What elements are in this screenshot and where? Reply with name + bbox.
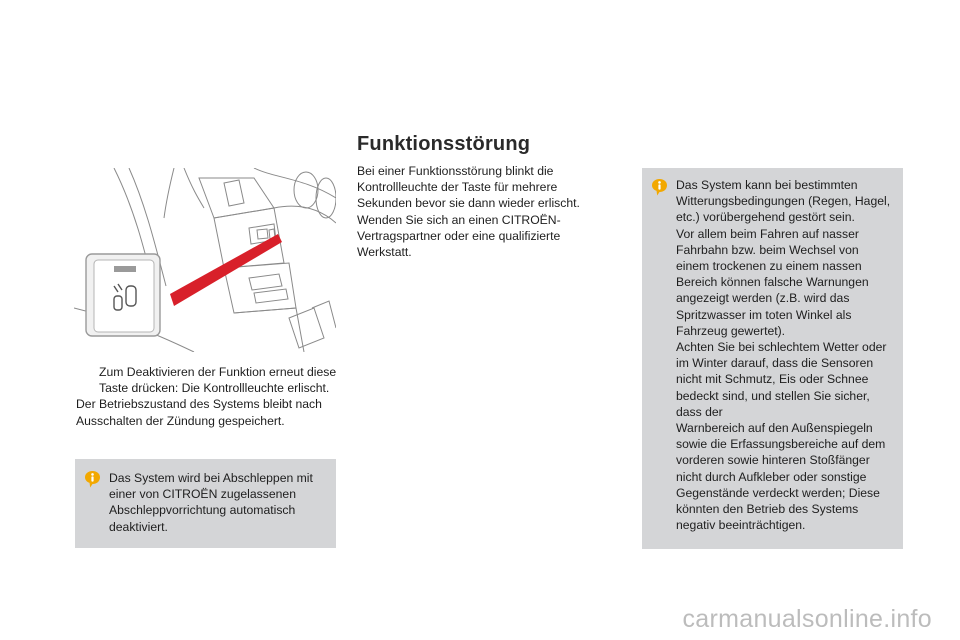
- left-text-block: [76, 364, 338, 429]
- info-paragraph: Das System kann bei bestimmten Witterungsbedingungen (Regen, Hagel, etc.) vorübergehend gestört sein.: [676, 178, 891, 225]
- section-body: Bei einer Funktionsstörung blinkt die Kontrollleuchte der Taste für mehrere Sekunden bevor sie dann wieder erlischt. Wenden Sie sich an einen CITROËN-Vertragspartner oder eine qualifizierte Werkstatt.: [357, 164, 580, 260]
- bullet-item: [76, 364, 338, 396]
- info-paragraph: Vor allem beim Fahren auf nasser Fahrbahn bzw. beim Wechsel von einem trockenen zu einem nassen Bereich können falsche Warnungen angezeigt werden (z.B. wird das Spritzwasser im toten Winkel als Fahrzeug gewertet).: [676, 226, 869, 338]
- section-title: Funktionsstörung: [357, 133, 531, 155]
- status-text: Der Betriebszustand des Systems bleibt nach Ausschalten der Zündung gespeichert.: [76, 397, 322, 428]
- info-icon: [651, 178, 668, 197]
- info-paragraph: Warnbereich auf den Außenspiegeln sowie die Erfassungsbereiche auf dem vorderen sowie hinteren Stoßfänger nicht durch Aufkleber oder sonstige Gegenstände verdeckt werden; Diese könnten den Betrieb des Systems negativ beeinträchtigen.: [676, 421, 886, 533]
- watermark: carmanualsonline.info: [682, 605, 932, 633]
- info-box-weather: [642, 168, 903, 549]
- button-closeup: [86, 254, 160, 336]
- info-box-towing: [75, 459, 336, 548]
- info-paragraph: Das System wird bei Abschleppen mit einer von CITROËN zugelassenen Abschleppvorrichtung automatisch deaktiviert.: [109, 471, 313, 534]
- pointer-line: [170, 234, 282, 306]
- info-paragraph: Achten Sie bei schlechtem Wetter oder im Winter darauf, dass die Sensoren nicht mit Schmutz, Eis oder Schnee bedeckt sind, und stellen Sie sicher, dass der: [676, 340, 887, 419]
- info-text: [109, 470, 326, 535]
- bullet-text: Zum Deaktivieren der Funktion erneut diese Taste drücken: Die Kontrollleuchte erlischt.: [99, 365, 337, 396]
- dashboard-illustration: [74, 168, 336, 352]
- hand-pointer-icon: [76, 364, 99, 396]
- dashboard-drawing: [74, 168, 336, 352]
- info-icon: [84, 470, 101, 489]
- info-text: [676, 177, 895, 533]
- indicator-lamp: [114, 266, 136, 272]
